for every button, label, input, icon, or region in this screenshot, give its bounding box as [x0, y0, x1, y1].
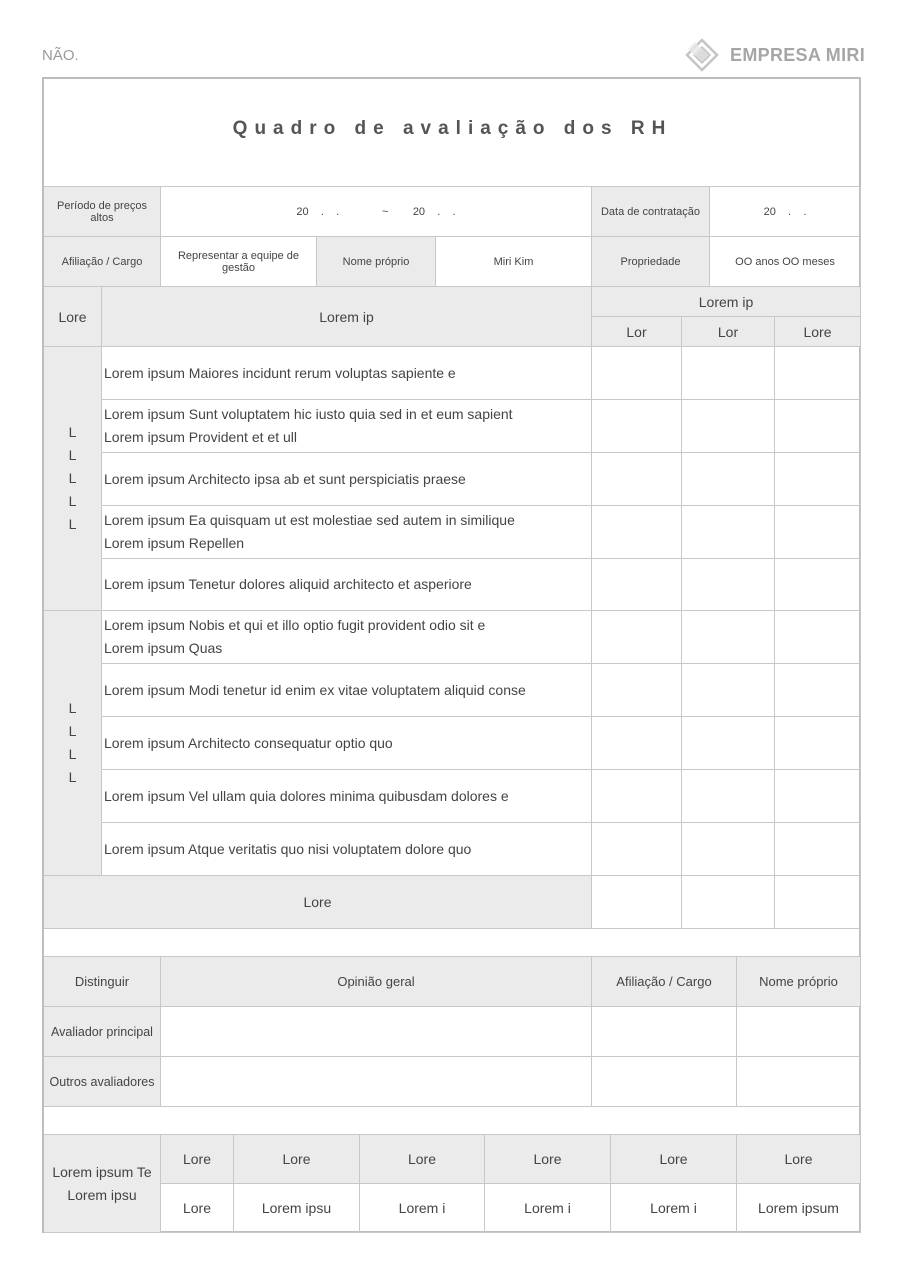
other-evaluators-opinion[interactable]: [161, 1057, 592, 1107]
page-title: Quadro de avaliação dos RH: [232, 118, 673, 139]
eval-item-text: Lorem ipsum Vel ullam quia dolores minima quibusdam dolores e: [104, 787, 509, 804]
eval-item-3: [102, 453, 592, 506]
bottom-header-1: Lore: [161, 1135, 234, 1184]
eval-item-text: Lorem ipsum Quas: [104, 640, 223, 656]
eval-item-4-score-2[interactable]: [682, 506, 775, 559]
property-value: OO anos OO meses: [710, 237, 861, 287]
eval-item-9: [102, 770, 592, 823]
eval-item-5: [102, 559, 592, 611]
eval-item-1: [102, 347, 592, 400]
eval-item-3-score-3[interactable]: [775, 453, 861, 506]
opinion-col-general: Opinião geral: [161, 957, 592, 1007]
eval-item-text: Lorem ipsum Maiores incidunt rerum voluptas sapiente e: [104, 364, 456, 381]
eval-item-2-score-3[interactable]: [775, 400, 861, 453]
eval-item-4: [102, 506, 592, 559]
eval-item-5-score-3[interactable]: [775, 559, 861, 611]
eval-item-text: Lorem ipsum Modi tenetur id enim ex vitae voluptatem aliquid conse: [104, 681, 526, 698]
eval-item-3-score-1[interactable]: [592, 453, 682, 506]
opinion-col-affiliation: Afiliação / Cargo: [592, 957, 737, 1007]
eval-col-category: Lore: [44, 287, 102, 347]
eval-item-text: Lorem ipsum Provident et et ull: [104, 429, 297, 445]
eval-item-6: [102, 611, 592, 664]
eval-item-8-score-3[interactable]: [775, 717, 861, 770]
eval-item-10-score-1[interactable]: [592, 823, 682, 876]
bottom-label: Lorem ipsum Te Lorem ipsu: [44, 1135, 161, 1233]
bottom-value-4: Lorem i: [485, 1184, 611, 1233]
eval-item-7: [102, 664, 592, 717]
other-evaluators-affiliation[interactable]: [592, 1057, 737, 1107]
eval-item-7-score-2[interactable]: [682, 664, 775, 717]
eval-item-text: Lorem ipsum Architecto consequatur optio quo: [104, 734, 393, 751]
name-label: Nome próprio: [317, 237, 436, 287]
bottom-value-2: Lorem ipsu: [234, 1184, 360, 1233]
spacer-row-2: [44, 1107, 861, 1135]
company-name: EMPRESA MIRI: [730, 44, 865, 65]
eval-item-4-score-3[interactable]: [775, 506, 861, 559]
eval-item-8-score-1[interactable]: [592, 717, 682, 770]
eval-item-text: Lorem ipsum Ea quisquam ut est molestiae sed autem in similique: [104, 512, 515, 528]
main-evaluator-name[interactable]: [737, 1007, 861, 1057]
bottom-value-5: Lorem i: [611, 1184, 737, 1233]
hire-date-label: Data de contratação: [592, 186, 710, 237]
eval-item-5-score-2[interactable]: [682, 559, 775, 611]
bottom-value-6: Lorem ipsum: [737, 1184, 861, 1233]
score-col-3: Lore: [775, 317, 861, 347]
eval-item-text: Lorem ipsum Atque veritatis quo nisi voluptatem dolore quo: [104, 840, 472, 857]
total-score-3[interactable]: [775, 876, 861, 929]
bottom-header-5: Lore: [611, 1135, 737, 1184]
other-evaluators-label: Outros avaliadores: [44, 1057, 161, 1107]
score-header: Lorem ip: [592, 287, 861, 317]
group-2-label: L L L L: [44, 611, 102, 876]
total-label: Lore: [44, 876, 592, 929]
eval-item-3-score-2[interactable]: [682, 453, 775, 506]
diamond-logo-icon: [684, 38, 720, 72]
hire-date-value: 20 . .: [710, 186, 861, 237]
eval-item-2-score-1[interactable]: [592, 400, 682, 453]
main-evaluator-label: Avaliador principal: [44, 1007, 161, 1057]
score-col-2: Lor: [682, 317, 775, 347]
eval-item-1-score-3[interactable]: [775, 347, 861, 400]
period-label: Período de preços altos: [44, 186, 161, 237]
eval-item-9-score-2[interactable]: [682, 770, 775, 823]
bottom-value-1: Lore: [161, 1184, 234, 1233]
bottom-header-4: Lore: [485, 1135, 611, 1184]
eval-item-1-score-1[interactable]: [592, 347, 682, 400]
eval-item-7-score-1[interactable]: [592, 664, 682, 717]
eval-item-8: [102, 717, 592, 770]
eval-item-2: [102, 400, 592, 453]
eval-item-9-score-1[interactable]: [592, 770, 682, 823]
eval-item-text: Lorem ipsum Sunt voluptatem hic iusto quia sed in et eum sapient: [104, 406, 513, 422]
other-evaluators-name[interactable]: [737, 1057, 861, 1107]
eval-item-text: Lorem ipsum Nobis et qui et illo optio fugit provident odio sit e: [104, 617, 486, 633]
affiliation-value: Representar a equipe de gestão: [161, 237, 317, 287]
opinion-col-name: Nome próprio: [737, 957, 861, 1007]
spacer-row: [44, 929, 861, 957]
name-value: Miri Kim: [436, 237, 592, 287]
document-number: NÃO.: [42, 47, 79, 64]
total-score-2[interactable]: [682, 876, 775, 929]
eval-item-6-score-2[interactable]: [682, 611, 775, 664]
bottom-header-3: Lore: [360, 1135, 485, 1184]
eval-item-1-score-2[interactable]: [682, 347, 775, 400]
main-evaluator-opinion[interactable]: [161, 1007, 592, 1057]
bottom-header-2: Lore: [234, 1135, 360, 1184]
eval-item-2-score-2[interactable]: [682, 400, 775, 453]
bottom-value-3: Lorem i: [360, 1184, 485, 1233]
eval-item-6-score-1[interactable]: [592, 611, 682, 664]
eval-item-6-score-3[interactable]: [775, 611, 861, 664]
eval-item-10-score-2[interactable]: [682, 823, 775, 876]
eval-item-10: [102, 823, 592, 876]
affiliation-label: Afiliação / Cargo: [44, 237, 161, 287]
eval-item-9-score-3[interactable]: [775, 770, 861, 823]
group-1-label: L L L L L: [44, 347, 102, 611]
main-evaluator-affiliation[interactable]: [592, 1007, 737, 1057]
period-value: 20 . . ~ 20 . .: [161, 186, 592, 237]
opinion-col-distinguish: Distinguir: [44, 957, 161, 1007]
score-col-1: Lor: [592, 317, 682, 347]
eval-item-4-score-1[interactable]: [592, 506, 682, 559]
eval-item-text: Lorem ipsum Tenetur dolores aliquid architecto et asperiore: [104, 576, 472, 592]
eval-item-8-score-2[interactable]: [682, 717, 775, 770]
eval-item-10-score-3[interactable]: [775, 823, 861, 876]
company-logo: [684, 38, 865, 72]
property-label: Propriedade: [592, 237, 710, 287]
bottom-header-6: Lore: [737, 1135, 861, 1184]
eval-item-text: Lorem ipsum Repellen: [104, 535, 245, 551]
eval-item-5-score-1[interactable]: [592, 559, 682, 611]
total-score-1[interactable]: [592, 876, 682, 929]
eval-item-text: Lorem ipsum Architecto ipsa ab et sunt perspiciatis praese: [104, 470, 466, 487]
eval-item-7-score-3[interactable]: [775, 664, 861, 717]
eval-col-item: Lorem ip: [102, 287, 592, 347]
